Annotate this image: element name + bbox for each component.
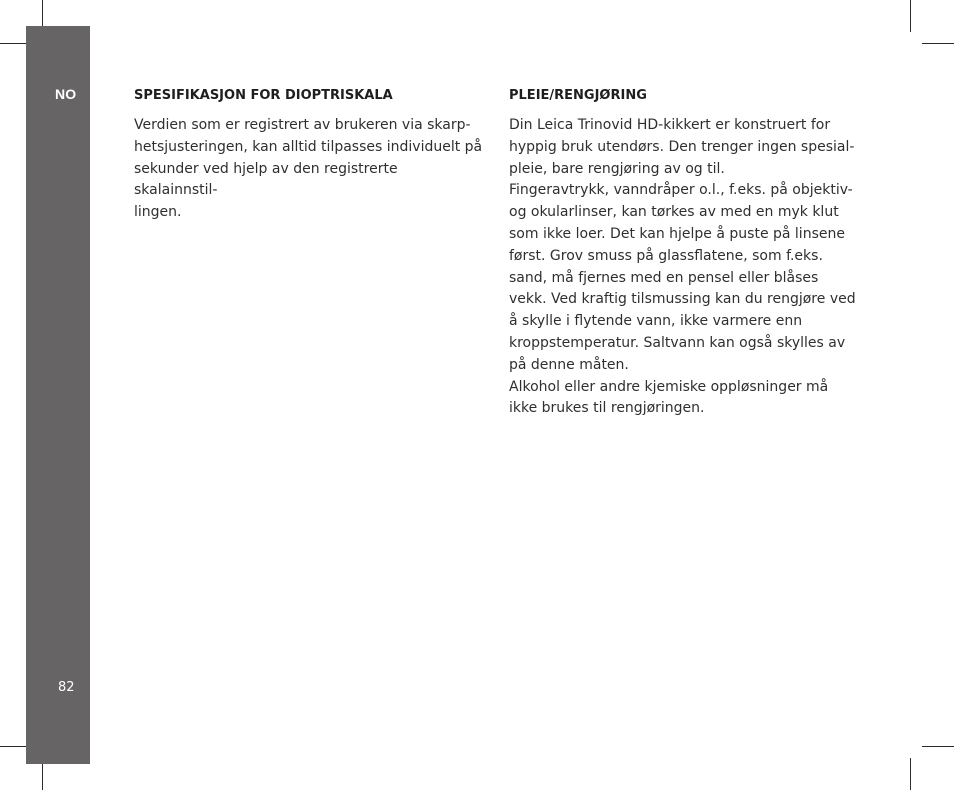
paragraph: Verdien som er registrert av brukeren via skarp- hetsjusteringen, kan alltid tilpasses individuelt på sekunder ved hjelp av den registrerte skalainnstil- lingen. xyxy=(134,117,483,221)
crop-mark xyxy=(922,746,954,747)
paragraph: Alkohol eller andre kjemiske oppløsninger må ikke brukes til rengjøringen. xyxy=(509,378,829,417)
paragraph: Din Leica Trinovid HD-kikkert er konstruert for hyppig bruk utendørs. Den trenger ingen spesial- pleie, bare rengjøring av og til. xyxy=(509,117,855,177)
page-number: 82 xyxy=(58,680,75,695)
crop-mark xyxy=(910,758,911,790)
crop-mark xyxy=(922,43,954,44)
section-heading-diopter: SPESIFIKASJON FOR DIOPTRISKALA xyxy=(134,88,393,103)
section-heading-care: PLEIE/RENGJØRING xyxy=(509,88,647,103)
crop-mark xyxy=(910,0,911,32)
paragraph: Fingeravtrykk, vanndråper o.l., f.eks. på objektiv- og okularlinser, kan tørkes av med en myk klut som ikke loer. Det kan hjelpe å puste på linsene først. Grov smuss på glassflatene, som f.eks. sand, må fjernes med en pensel eller blåses vekk. Ved kraftig tilsmussing kan du rengjøre ved å skylle i flytende vann, ikke varmere enn kroppstemperatur. Saltvann kan også skylles av på denne måten. xyxy=(509,182,856,373)
left-column xyxy=(134,87,484,224)
sidebar xyxy=(26,26,90,764)
language-tab: NO xyxy=(55,86,77,102)
right-column xyxy=(509,87,859,420)
